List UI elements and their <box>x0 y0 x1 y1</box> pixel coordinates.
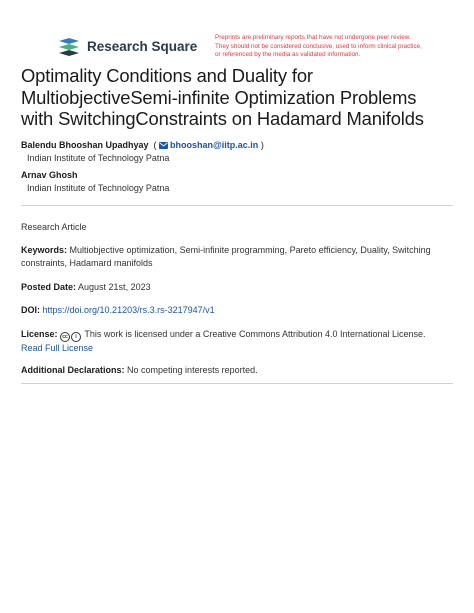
page-header <box>0 0 474 64</box>
posted-date-section <box>21 281 453 294</box>
preprint-notice <box>215 34 455 60</box>
author-entry <box>21 169 461 181</box>
declarations-value: No competing interests reported. <box>127 365 258 375</box>
author-name[interactable]: Balendu Bhooshan Upadhyay <box>21 140 149 150</box>
author-entry <box>21 139 461 151</box>
declarations-label: Additional Declarations: <box>21 365 125 375</box>
article-type-label: Research Article <box>21 222 87 232</box>
author-affiliation: Indian Institute of Technology Patna <box>27 183 170 193</box>
cc-icon: cc <box>60 332 70 342</box>
title-line: Optimality Conditions and Duality for <box>21 65 313 86</box>
author-email-link[interactable] <box>159 139 258 151</box>
keywords-label: Keywords: <box>21 245 68 255</box>
title-line: MultiobjectiveSemi-infinite Optimization Problems <box>21 86 417 108</box>
posted-date-label: Posted Date: <box>21 282 77 292</box>
divider <box>21 205 453 206</box>
license-label: License: <box>21 329 58 339</box>
research-square-logo[interactable] <box>57 37 197 57</box>
doi-label: DOI: <box>21 305 40 315</box>
license-text: This work is licensed under a Creative Commons Attribution 4.0 International License. <box>84 329 426 339</box>
author-email: bhooshan@iitp.ac.in <box>170 140 259 150</box>
paper-title <box>21 65 461 130</box>
keywords-value-continued: constraints, Hadamard manifolds <box>21 257 153 268</box>
envelope-icon <box>159 142 168 149</box>
preprint-notice-line: Preprints are preliminary reports that have not undergone peer review. <box>215 34 411 41</box>
declarations-section <box>21 364 453 377</box>
license-section <box>21 328 453 355</box>
paren-open: ( <box>148 140 160 150</box>
paren-close: ) <box>258 140 264 150</box>
author-affiliation: Indian Institute of Technology Patna <box>27 153 170 163</box>
author-name[interactable]: Arnav Ghosh <box>21 170 78 180</box>
keywords-section <box>21 244 453 269</box>
posted-date-value: August 21st, 2023 <box>78 282 151 292</box>
by-icon: i <box>71 332 81 342</box>
logo-text: Research Square <box>87 39 198 54</box>
title-line: with SwitchingConstraints on Hadamard Manifolds <box>21 108 424 129</box>
research-square-logo-icon <box>57 37 81 57</box>
keywords-value: Multiobjective optimization, Semi-infinite programming, Pareto efficiency, Duality, Switching <box>69 245 431 255</box>
preprint-notice-line: They should not be considered conclusive, used to inform clinical practice, <box>215 42 422 50</box>
divider <box>21 383 453 384</box>
author-list <box>21 139 461 199</box>
article-type <box>21 221 453 234</box>
doi-section <box>21 304 453 317</box>
doi-link[interactable]: https://doi.org/10.21203/rs.3.rs-3217947/v1 <box>42 305 215 315</box>
preprint-notice-line: or referenced by the media as validated information. <box>215 51 361 59</box>
read-full-license-link[interactable]: Read Full License <box>21 343 94 353</box>
